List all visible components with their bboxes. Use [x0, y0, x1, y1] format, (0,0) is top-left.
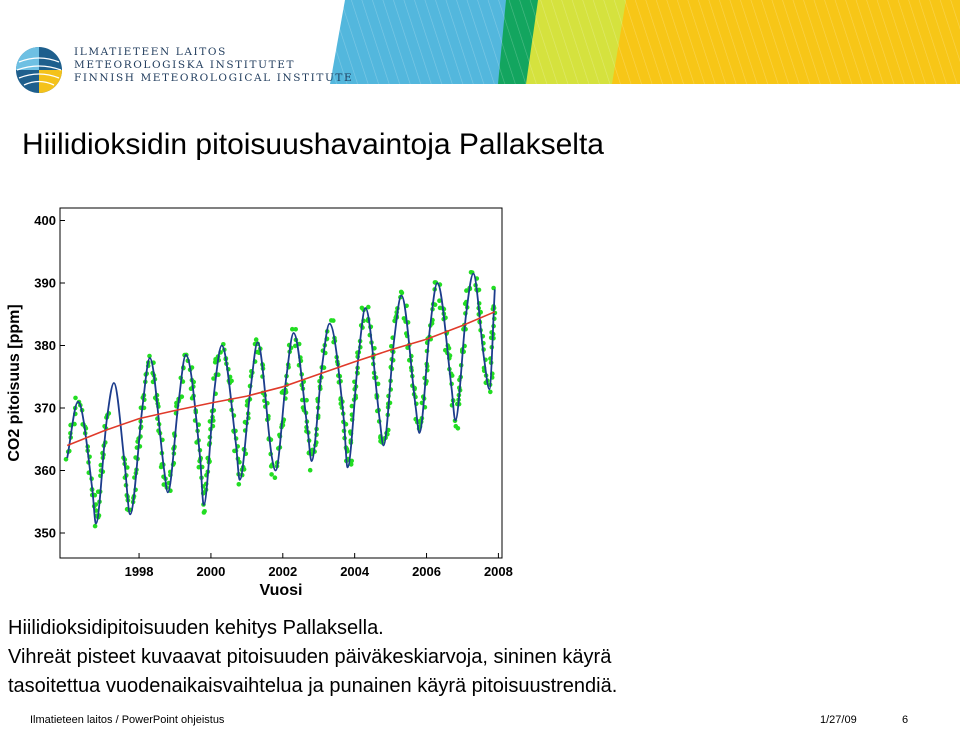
- daily-mean-point: [308, 468, 313, 473]
- caption-line-3: tasoitettua vuodenaikaisvaihtelua ja punainen käyrä pitoisuustrendiä.: [8, 675, 618, 697]
- y-tick-label: 400: [34, 213, 56, 228]
- page-number: 6: [902, 714, 909, 726]
- y-tick-label: 350: [34, 525, 56, 541]
- org-name-en: FINNISH METEOROLOGICAL INSTITUTE: [74, 72, 354, 84]
- slide-title: Hiilidioksidin pitoisuushavaintoja Pallakselta: [22, 128, 604, 161]
- y-axis-label: CO2 pitoisuus [ppm]: [6, 304, 23, 462]
- caption-line-2: Vihreät pisteet kuvaavat pitoisuuden päiväkeskiarvoja, sininen käyrä: [8, 646, 612, 668]
- daily-mean-point: [237, 482, 242, 487]
- daily-mean-point: [331, 318, 336, 323]
- slide-caption: [8, 614, 952, 701]
- caption-line-1: Hiilidioksidipitoisuuden kehitys Pallaksella.: [8, 617, 384, 639]
- daily-mean-point: [293, 327, 298, 332]
- x-tick-label: 2000: [196, 564, 226, 579]
- daily-mean-point: [488, 390, 493, 395]
- daily-mean-point: [93, 524, 98, 529]
- plot-frame: [60, 208, 502, 558]
- y-tick-label: 380: [34, 338, 56, 353]
- daily-mean-point: [273, 475, 278, 480]
- header-banner: [330, 0, 960, 84]
- footer-date: 1/27/09: [820, 714, 857, 726]
- x-tick-label: 2002: [268, 564, 298, 579]
- x-tick-label: 2004: [340, 564, 370, 579]
- x-tick-label: 2006: [412, 564, 441, 579]
- daily-mean-point: [456, 426, 461, 431]
- org-name-fi: ILMATIETEEN LAITOS: [74, 46, 227, 58]
- org-name: [74, 46, 353, 85]
- x-axis-label: Vuosi: [259, 582, 303, 599]
- daily-mean-point: [254, 337, 259, 342]
- y-tick-label: 370: [34, 400, 56, 416]
- x-tick-label: 1998: [124, 564, 154, 579]
- co2-chart: [0, 200, 520, 600]
- fmi-logo-icon: [14, 45, 64, 95]
- x-tick-label: 2008: [483, 564, 513, 579]
- slide-footer: [0, 714, 960, 728]
- org-name-sv: METEOROLOGISKA INSTITUTET: [74, 59, 296, 71]
- y-tick-label: 390: [34, 275, 56, 291]
- daily-mean-point: [400, 291, 405, 296]
- daily-mean-point: [269, 472, 274, 477]
- daily-mean-point: [202, 509, 207, 514]
- footer-text: Ilmatieteen laitos / PowerPoint ohjeistus: [30, 714, 225, 726]
- y-tick-label: 360: [34, 463, 56, 478]
- daily-mean-point: [73, 396, 78, 401]
